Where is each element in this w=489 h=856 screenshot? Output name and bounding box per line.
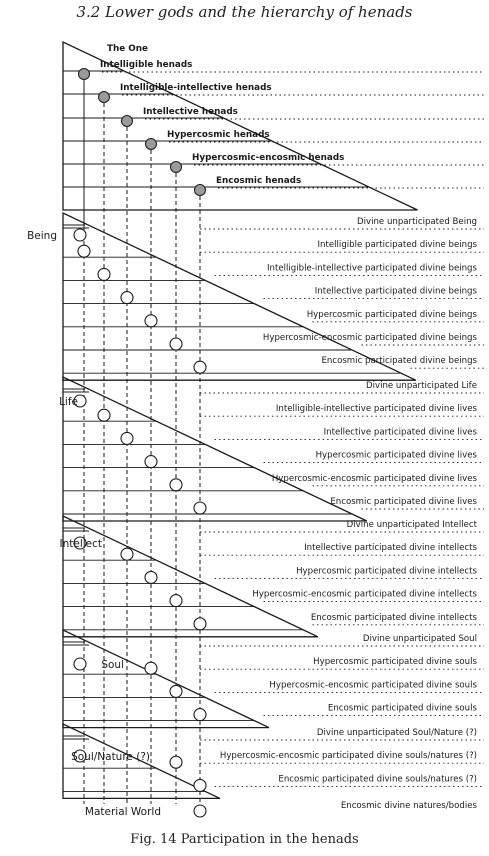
henad-node — [171, 162, 182, 173]
participation-label: Intelligible-intellective participated divine beings — [267, 263, 477, 274]
participated-node — [98, 409, 110, 421]
participation-label: Intellective participated divine beings — [314, 286, 477, 297]
participation-label: Encosmic divine natures/bodies — [340, 801, 477, 811]
stage-label: Soul/Nature (?) — [71, 751, 150, 763]
participated-node — [121, 548, 133, 560]
stage-label: Life — [59, 396, 78, 408]
unparticipated-node — [74, 658, 86, 670]
participated-node — [98, 268, 110, 280]
henad-node — [79, 69, 90, 80]
participated-node — [145, 315, 157, 327]
label-henad-level: Intellective henads — [143, 107, 238, 117]
label-henad-level: Intelligible-intellective henads — [120, 83, 272, 93]
participated-node — [194, 618, 206, 630]
henad-node — [99, 92, 110, 103]
participation-label: Divine unparticipated Soul/Nature (?) — [316, 728, 477, 738]
label-henad-level: Hypercosmic-encosmic henads — [192, 153, 345, 163]
participated-node — [145, 456, 157, 468]
diagram-nodes — [74, 69, 206, 818]
participated-node — [194, 361, 206, 373]
participation-label: Hypercosmic-encosmic participated divine lives — [271, 473, 477, 484]
participation-label: Encosmic participated divine souls — [327, 703, 477, 714]
label-henad-level: Hypercosmic henads — [167, 130, 270, 140]
participation-label: Encosmic participated divine beings — [321, 356, 477, 367]
stage-triangle — [63, 516, 318, 637]
participation-label: Intelligible-intellective participated divine lives — [275, 404, 477, 415]
henad-node — [122, 116, 133, 127]
stage-label: Soul — [101, 659, 124, 671]
participation-label: Encosmic participated divine intellects — [310, 612, 477, 623]
page-header: 3.2 Lower gods and the hierarchy of henads — [76, 3, 413, 21]
participation-label: Hypercosmic-encosmic participated divine souls/natures (?) — [219, 751, 477, 762]
participated-node — [121, 292, 133, 304]
material-world-label: Material World — [84, 806, 161, 818]
label-henad-level: Intelligible henads — [100, 60, 193, 70]
participation-label: Encosmic participated divine souls/natures (?) — [278, 774, 477, 785]
participated-node — [170, 338, 182, 350]
participation-label: Hypercosmic-encosmic participated divine intellects — [252, 589, 477, 600]
stage-label: Intellect — [59, 538, 102, 550]
label-the-one: The One — [107, 44, 148, 54]
participation-label: Divine unparticipated Intellect — [346, 520, 477, 530]
participation-label: Hypercosmic participated divine intellects — [296, 566, 477, 577]
stage-triangle — [63, 377, 367, 521]
diagram-labels — [27, 44, 478, 818]
participation-label: Divine unparticipated Life — [365, 381, 477, 391]
participation-label: Divine unparticipated Being — [357, 217, 477, 227]
participation-label: Hypercosmic participated divine beings — [306, 309, 477, 320]
figure-caption: Fig. 14 Participation in the henads — [130, 832, 359, 847]
henad-node — [195, 185, 206, 196]
participation-label: Divine unparticipated Soul — [362, 634, 477, 644]
participated-node — [194, 502, 206, 514]
material-world-node — [194, 805, 206, 817]
participated-node — [121, 432, 133, 444]
participated-node — [194, 779, 206, 791]
participated-node — [170, 756, 182, 768]
stage-label: Being — [27, 230, 57, 242]
henad-node — [146, 139, 157, 150]
participated-node — [170, 685, 182, 697]
participation-label: Hypercosmic participated divine lives — [315, 450, 477, 461]
participation-label: Intellective participated divine lives — [323, 427, 477, 438]
label-henad-level: Encosmic henads — [216, 176, 302, 186]
participation-label: Intelligible participated divine beings — [317, 240, 477, 251]
participated-node — [145, 571, 157, 583]
participated-node — [170, 595, 182, 607]
unparticipated-node — [74, 229, 86, 241]
participated-node — [194, 709, 206, 721]
participation-label: Encosmic participated divine lives — [330, 497, 477, 507]
participated-node — [170, 479, 182, 491]
participation-label: Hypercosmic-encosmic participated divine beings — [262, 333, 477, 343]
participation-diagram — [0, 30, 489, 830]
participation-label: Hypercosmic participated divine souls — [313, 657, 477, 668]
participation-label: Hypercosmic-encosmic participated divine souls — [269, 680, 477, 691]
participated-node — [78, 245, 90, 257]
participated-node — [145, 662, 157, 674]
participation-label: Intellective participated divine intellects — [304, 543, 477, 554]
stage-triangle — [63, 630, 269, 728]
